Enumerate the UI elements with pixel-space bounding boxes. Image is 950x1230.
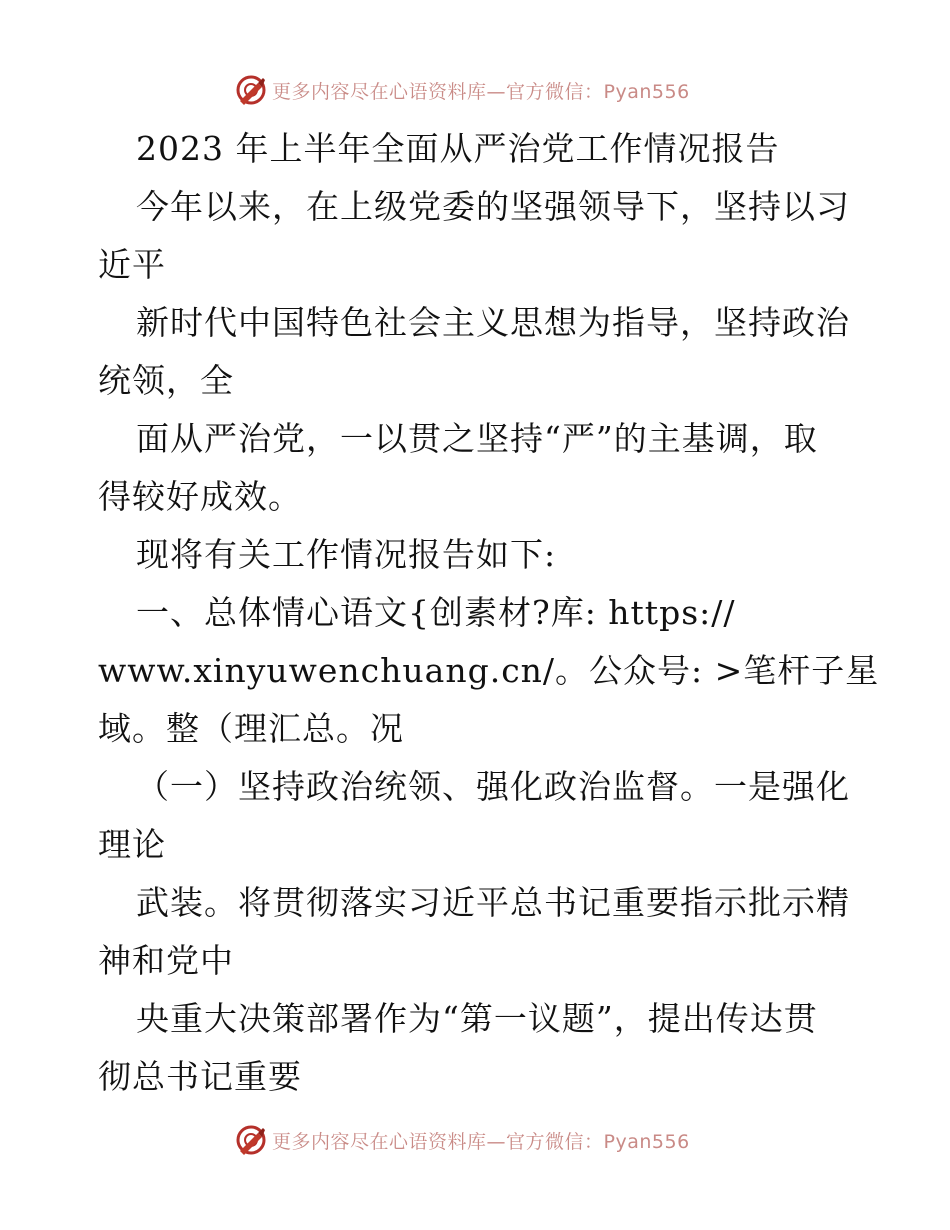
paragraph-line: 武装。将贯彻落实习近平总书记重要指示批示精 (136, 883, 850, 922)
paragraph-line: 面从严治党，一以贯之坚持“严”的主基调，取 (136, 419, 818, 458)
document-title: 2023 年上半年全面从严治党工作情况报告 (136, 129, 780, 168)
paragraph-line: 今年以来，在上级党委的坚强领导下，坚持以习 (136, 187, 850, 226)
paragraph-line: 央重大决策部署作为“第一议题”，提出传达贯 (136, 999, 818, 1038)
pen-logo-icon (234, 73, 268, 107)
document-body (98, 120, 880, 1106)
paragraph-line: 理论 (98, 825, 166, 864)
paragraph-line: www.xinyuwenchuang.cn/。公众号: >笔杆子星 (98, 651, 880, 690)
watermark-footer (234, 1123, 690, 1157)
watermark-header (234, 73, 690, 107)
subsection-heading: （一）坚持政治统领、强化政治监督。一是强化 (136, 767, 850, 806)
paragraph-line: 现将有关工作情况报告如下: (136, 535, 557, 574)
paragraph-line: 新时代中国特色社会主义思想为指导，坚持政治 (136, 303, 850, 342)
paragraph-line: 近平 (98, 245, 166, 284)
watermark-text: 更多内容尽在心语资料库—官方微信：Pyan556 (272, 80, 690, 103)
paragraph-line: 得较好成效。 (98, 477, 302, 516)
watermark-text: 更多内容尽在心语资料库—官方微信：Pyan556 (272, 1130, 690, 1153)
paragraph-line: 神和党中 (98, 941, 234, 980)
paragraph-line: 域。整（理汇总。况 (98, 709, 404, 748)
section-heading: 一、总体情心语文{创素材?库: https:// (136, 593, 736, 632)
paragraph-line: 统领，全 (98, 361, 234, 400)
paragraph-line: 彻总书记重要 (98, 1057, 302, 1096)
pen-logo-icon (234, 1123, 268, 1157)
